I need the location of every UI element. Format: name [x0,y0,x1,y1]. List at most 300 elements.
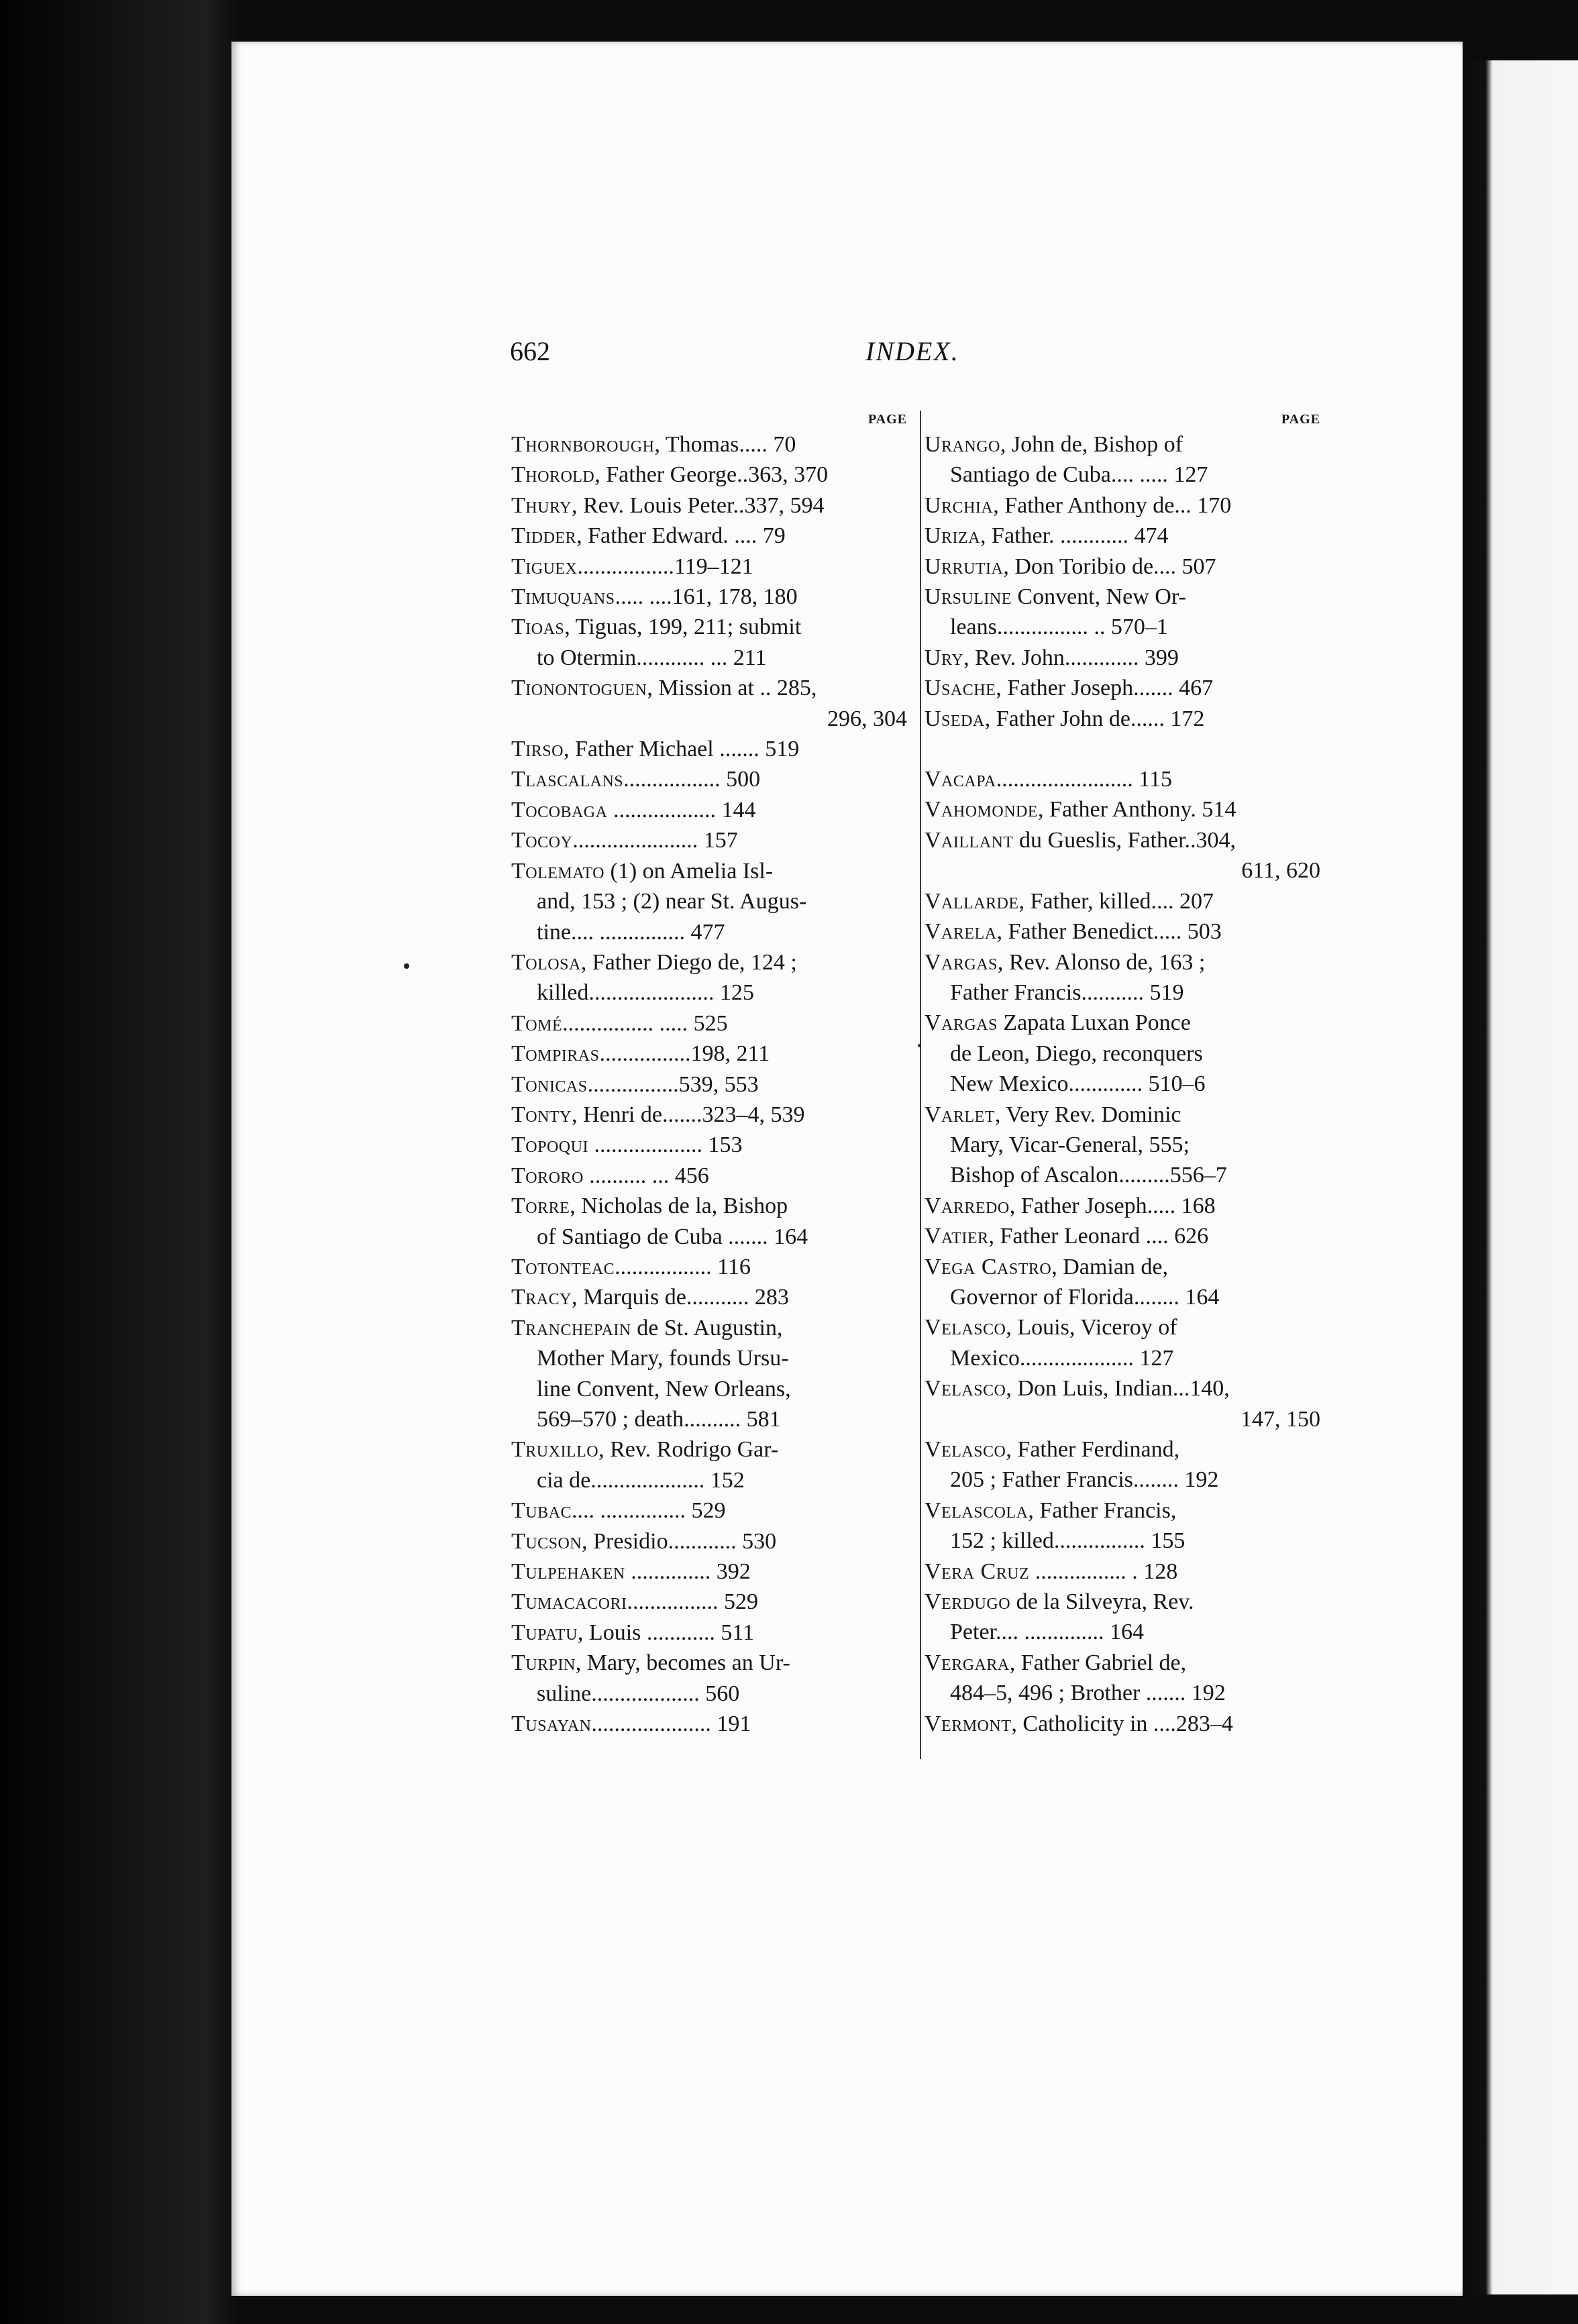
index-entry-line [925,1556,1320,1587]
index-entry-text: , Father John de...... 172 [984,706,1205,731]
index-entry-heading: Tocobaga [511,797,608,823]
index-entry [511,490,907,521]
index-entry-heading: Vargas [925,1010,998,1036]
index-entry-line [511,551,907,582]
index-entry [511,1709,907,1739]
index-entry-continuation [925,1039,1320,1069]
index-entry-line [925,1373,1320,1404]
index-entry-line [511,1618,907,1648]
index-entry-line [925,1252,1320,1282]
index-entry-text: Father Francis........... 519 [950,980,1184,1005]
index-entry-text: 147, 150 [1241,1406,1320,1432]
margin-speck [404,963,409,969]
page-column-label: PAGE [1281,412,1320,427]
index-entry-text: , Presidio............ 530 [582,1528,777,1554]
index-entry-heading: Usache [925,676,996,701]
index-entry-text: 569–570 ; death.......... 581 [537,1407,781,1432]
index-entry-line [925,794,1320,825]
index-entry-line [511,521,907,551]
page-header [510,335,980,376]
index-entry-text: ................... 153 [588,1132,743,1158]
index-entry-line [511,1130,907,1160]
index-entry-line [511,429,907,460]
index-entry-line [925,916,1320,947]
index-entry-line [925,1648,1320,1678]
index-entry-text: , Father Ferdinand, [1006,1437,1180,1462]
index-entry-line [511,1587,907,1617]
index-entry-line [925,1709,1320,1739]
index-entry-line [925,1221,1320,1251]
index-entry-text: , Father Leonard .... 626 [988,1224,1209,1249]
index-entry-text: 296, 304 [827,706,907,731]
index-entry-continuation [925,1404,1320,1434]
index-entry-text: , Marquis de........... 283 [571,1285,789,1310]
index-entry-text: , Damian de, [1051,1254,1168,1279]
index-entry-heading: Tracy [511,1285,572,1310]
index-entry-line [925,1587,1320,1617]
index-entry [925,1221,1320,1251]
index-entry [925,429,1320,490]
index-entry [925,916,1320,947]
index-entry-line [925,551,1320,582]
index-entry-line [511,1039,907,1069]
index-entry-text: de St. Augustin, [631,1315,783,1340]
index-entry-continuation [925,1617,1320,1647]
index-entry-text: , Mission at .. 285, [647,676,817,701]
index-entry [511,825,907,855]
index-entry-line [925,1008,1320,1038]
index-entry-text: de Leon, Diego, reconquers [950,1041,1203,1066]
index-entry-text: leans................ .. 570–1 [950,615,1168,640]
index-entry [511,460,907,490]
index-entry-heading: Vergara [925,1650,1010,1675]
index-entry-text: 152 ; killed................ 155 [950,1528,1186,1554]
index-entry-heading: Velasco [925,1437,1006,1462]
index-entry-text: , Catholicity in ....283–4 [1011,1711,1233,1736]
index-entry-text: , Father Gabriel de, [1009,1650,1187,1675]
index-entry-text: , Father Joseph..... 168 [1009,1193,1216,1218]
index-entry-heading: Urrutia [925,553,1004,579]
index-entry-line [925,825,1320,855]
section-gap [925,734,1320,764]
index-entry-text: Mexico.................... 127 [950,1345,1174,1371]
index-entry-heading: Velascola [925,1497,1029,1523]
index-entry-line [511,582,907,612]
index-entry [925,582,1320,643]
index-entry-heading: Velasco [925,1376,1006,1402]
index-entry-continuation [511,917,907,947]
index-entry-heading: Tororo [511,1163,584,1188]
index-entry [925,490,1320,521]
index-entry [925,704,1320,734]
index-entry-text: Peter.... .............. 164 [950,1620,1144,1645]
index-entry [511,429,907,460]
index-entry [925,794,1320,825]
index-entry-continuation [511,978,907,1008]
index-entry-line [511,1191,907,1221]
index-entry-text: , Don Toribio de.... 507 [1003,553,1216,579]
index-entry-heading: Tionontoguen [511,676,647,701]
index-entry-heading: Tranchepain [511,1315,631,1340]
index-entry-continuation [925,978,1320,1008]
index-entry-text: and, 153 ; (2) near St. Augus- [537,889,807,914]
index-entry [925,1191,1320,1221]
index-entry-text: , Rev. Rodrigo Gar- [598,1437,779,1463]
index-entry-text: , Thomas..... 70 [654,432,796,457]
index-entry-line [925,886,1320,916]
index-entry-text: , Father George..363, 370 [594,462,829,488]
index-entry-text: .................. 144 [607,797,756,823]
index-entry-text: 205 ; Father Francis........ 192 [950,1467,1219,1493]
index-entry-heading: Tidder [511,523,577,549]
index-entry-continuation [925,612,1320,642]
index-entry-heading: Urango [925,432,1000,457]
index-entry [925,764,1320,794]
index-entry-text: .............. 392 [625,1559,751,1585]
index-entry-text: Governor of Florida........ 164 [950,1284,1220,1310]
index-entry-text: 611, 620 [1241,858,1320,884]
index-entry-text: , Father, killed.... 207 [1018,888,1214,914]
index-entry [511,1191,907,1252]
index-entry-line [925,643,1320,673]
index-entry-text: , Tiguas, 199, 211; submit [564,615,802,640]
index-entry [925,551,1320,582]
index-entry-line [925,1434,1320,1465]
index-entry-text: to Otermin............ ... 211 [537,645,767,670]
index-entry-heading: Tonicas [511,1071,588,1097]
index-entry-text: , Henri de.......323–4, 539 [571,1102,805,1127]
index-entry-text: ...................... 157 [572,828,738,853]
index-entry-line [511,1282,907,1312]
index-entry-continuation [925,1526,1320,1556]
index-entry-line [511,673,907,703]
index-entry-heading: Tumacacori [511,1589,627,1615]
index-entry-heading: Vermont [925,1711,1012,1736]
index-entry [511,612,907,673]
index-entry-text: , Father Joseph....... 467 [996,676,1214,701]
index-entry-text: of Santiago de Cuba ....... 164 [537,1224,808,1249]
index-entry-continuation [511,1465,907,1495]
index-entry-line [511,1008,907,1039]
index-entry-heading: Vargas [925,949,998,975]
index-entry-line [511,1526,907,1556]
index-entry [925,825,1320,886]
index-entry-continuation [925,1343,1320,1373]
index-entry-text: , Rev. John............. 399 [963,645,1179,670]
index-entry-line [511,460,907,490]
index-entry [925,521,1320,551]
index-entry-continuation [925,1130,1320,1160]
index-entry-text: Zapata Luxan Ponce [997,1010,1191,1036]
index-entry-heading: Vera Cruz [925,1559,1030,1584]
index-entry-line [511,764,907,794]
index-entry-text: , Rev. Alonso de, 163 ; [997,949,1206,975]
index-entry-line [925,521,1320,551]
index-entry-line [511,795,907,825]
index-entry-text: .................119–121 [577,553,753,579]
index-entry-line [511,1556,907,1587]
index-entry-text: Convent, New Or- [1011,584,1186,610]
index-entry-text: , Mary, becomes an Ur- [575,1650,790,1676]
index-entry [511,1618,907,1648]
index-entry-text: , Father Michael ....... 519 [563,737,800,762]
index-entry-text: New Mexico............. 510–6 [950,1071,1206,1097]
column-divider [920,411,921,1759]
index-entry [511,1434,907,1495]
index-entry-text: ................ . 128 [1029,1559,1178,1584]
index-entry [925,1709,1320,1739]
index-entry [511,1161,907,1191]
index-entry [925,1252,1320,1313]
index-entry [511,1100,907,1130]
index-entry-continuation [925,1160,1320,1190]
index-entry-text: , Father Edward. .... 79 [576,523,786,549]
index-entry-text: ................ 529 [627,1589,758,1615]
index-entry [511,1495,907,1526]
index-entry-line [925,764,1320,794]
index-entry-text: , Don Luis, Indian...140, [1006,1376,1230,1402]
index-entry-line [511,1069,907,1100]
index-entry [511,795,907,825]
index-entry [511,856,907,947]
index-entry-continuation [925,1678,1320,1708]
index-entry-heading: Uriza [925,523,981,549]
facing-page-edge [1463,60,1578,2294]
index-entry-text: Mary, Vicar-General, 555; [950,1132,1190,1157]
index-entry-text: , John de, Bishop of [1000,432,1183,457]
index-entry-line [925,490,1320,521]
index-entry-line [511,1434,907,1465]
index-entry-text: ................539, 553 [587,1071,759,1097]
index-entry [925,1587,1320,1648]
index-entry-continuation [511,1343,907,1373]
index-entry-heading: Thury [511,492,572,518]
index-entry-continuation [511,1222,907,1252]
index-entry-text: , Father Diego de, 124 ; [580,949,797,975]
index-entry-continuation [925,460,1320,490]
index-entry-text: .......... ... 456 [583,1163,709,1188]
index-entry [511,947,907,1008]
index-entry-heading: Thorold [511,462,595,488]
index-entry-line [925,1100,1320,1130]
index-entry-text: ..................... 191 [591,1711,751,1737]
index-entry-line [511,1100,907,1130]
index-entry-heading: Thornborough [511,432,655,457]
index-entry-text: tine.... ............... 477 [537,919,725,945]
index-entry-line [511,825,907,855]
index-entry-text: , Rev. Louis Peter..337, 594 [571,492,825,518]
index-entry-heading: Tocoy [511,828,573,853]
book-spine-shadow [0,0,242,2324]
index-entry-text: , Father Benedict..... 503 [996,919,1222,945]
index-entry [511,673,907,734]
index-entry-text: , Father Francis, [1028,1497,1177,1523]
index-entry [925,1495,1320,1556]
index-entry-text: , Louis, Viceroy of [1006,1315,1177,1340]
index-entry-heading: Tucson [511,1528,582,1554]
index-entry-text: ..... ....161, 178, 180 [615,584,798,610]
index-entry-heading: Tusayan [511,1711,592,1737]
index-entry-heading: Varlet [925,1102,995,1127]
index-entry-line [511,1313,907,1343]
index-entry-line [511,947,907,978]
index-entry-text: line Convent, New Orleans, [537,1376,791,1402]
index-entry [511,1069,907,1100]
index-entry-heading: Vaillant [925,827,1014,853]
index-entry [925,1648,1320,1709]
index-entry-heading: Useda [925,706,985,731]
index-column-right [925,409,1320,1739]
index-entry-heading: Vega Castro [925,1254,1052,1279]
index-entry-line [925,429,1320,460]
index-entry-text: ................. 116 [615,1254,751,1279]
index-entry-line [511,1648,907,1678]
index-entry [925,947,1320,1008]
index-entry-line [925,582,1320,612]
index-entry [511,1313,907,1435]
index-entry [511,1252,907,1282]
index-entry-heading: Vacapa [925,767,996,792]
index-entry-text: suline................... 560 [537,1681,740,1706]
index-entry-line [925,1191,1320,1221]
index-entry-heading: Tolosa [511,949,581,975]
index-entry-heading: Ursuline [925,584,1012,610]
index-entry [925,1434,1320,1495]
index-entry-line [511,1495,907,1526]
index-entry [511,1008,907,1039]
index-entry-text: , Father Anthony. 514 [1038,797,1237,823]
index-entry-heading: Totonteac [511,1254,615,1279]
index-entry [511,582,907,612]
index-entry-text: ........................ 115 [996,767,1172,792]
index-entry-text: , Father. ............ 474 [980,523,1169,549]
index-entry-line [925,1312,1320,1342]
index-entry-text: Santiago de Cuba.... ..... 127 [950,462,1208,488]
index-entry-heading: Tompiras [511,1041,600,1067]
index-entry-heading: Velasco [925,1315,1006,1340]
index-entry-text: de la Silveyra, Rev. [1010,1589,1194,1615]
index-entry-text: , Very Rev. Dominic [994,1102,1181,1127]
index-entry [511,1130,907,1160]
index-entry-text: (1) on Amelia Isl- [604,858,774,884]
index-entry-line [925,947,1320,978]
index-entry-heading: Tlascalans [511,767,624,792]
index-entry-continuation [925,1282,1320,1312]
index-entry [511,521,907,551]
page-number: 662 [510,336,550,366]
index-entry [925,1312,1320,1373]
index-entry [511,1039,907,1069]
index-entry-heading: Tolemato [511,858,604,884]
index-entry-line [511,1709,907,1739]
index-entry-text: .... ............... 529 [571,1498,726,1524]
running-title: INDEX. [865,336,959,366]
index-entry [925,673,1320,703]
index-entry-text: cia de.................... 152 [537,1467,745,1493]
index-entry-heading: Torre [511,1194,570,1219]
index-entry [511,1282,907,1312]
index-entry [511,1587,907,1617]
index-entry-heading: Tulpehaken [511,1559,625,1585]
index-entry-heading: Timuquans [511,584,615,610]
index-entry-continuation [511,1404,907,1434]
index-entry-heading: Tupatu [511,1620,578,1645]
index-entry-line [925,1495,1320,1526]
index-entry-heading: Truxillo [511,1437,599,1463]
index-entry [925,1373,1320,1434]
margin-tick [918,1044,921,1047]
index-entry [511,1526,907,1556]
index-entry-text: Bishop of Ascalon.........556–7 [950,1163,1227,1188]
index-entry-text: 484–5, 496 ; Brother ....... 192 [950,1681,1226,1706]
index-entry-heading: Tomé [511,1010,563,1036]
index-entry-line [511,490,907,521]
index-entry-text: , Louis ............ 511 [577,1620,755,1645]
index-entry [925,886,1320,916]
index-entry [511,1556,907,1587]
index-entry-heading: Topoqui [511,1132,588,1158]
index-entry-line [511,612,907,642]
page-column-label: PAGE [867,412,907,427]
index-entry-continuation [511,704,907,734]
index-entry-line [925,704,1320,734]
index-entry-heading: Vallarde [925,888,1019,914]
index-entry-continuation [511,643,907,673]
index-entry-heading: Urchia [925,492,994,518]
index-entry-heading: Tioas [511,615,565,640]
index-entry-heading: Vahomonde [925,797,1039,823]
index-entry-heading: Varela [925,919,997,945]
index-entry [511,551,907,582]
index-entry-heading: Tiguex [511,553,578,579]
index-entry-heading: Vatier [925,1224,989,1249]
index-entry-text: , Nicholas de la, Bishop [570,1194,788,1219]
index-entry-heading: Tonty [511,1102,572,1127]
index-entry-text: ................. 500 [623,767,761,792]
index-entry-line [511,1252,907,1282]
index-entry-continuation [925,1465,1320,1495]
index-entry-heading: Verdugo [925,1589,1011,1615]
index-entry [925,1100,1320,1191]
index-entry-line [511,1161,907,1191]
index-entry-heading: Ury [925,645,964,670]
index-entry [925,1556,1320,1587]
index-entry-text: ................198, 211 [599,1041,770,1067]
index-entry-continuation [511,1374,907,1404]
index-entry-heading: Tirso [511,737,564,762]
index-entry [925,1008,1320,1099]
index-entry-continuation [511,886,907,916]
index-entry-continuation [925,1069,1320,1099]
index-entry [511,764,907,794]
index-entry-heading: Turpin [511,1650,576,1676]
index-entry-continuation [925,855,1320,886]
index-entry-continuation [511,1679,907,1709]
index-entry-text: Mother Mary, founds Ursu- [537,1346,789,1371]
index-entry-line [511,734,907,764]
index-entry [925,643,1320,673]
index-entry-line [511,856,907,886]
index-entry-text: killed...................... 125 [537,980,754,1006]
index-column-left [511,409,907,1739]
index-entry-text: ................ ..... 525 [562,1010,728,1036]
index-entry-heading: Varredo [925,1193,1010,1218]
index-entry-text: , Father Anthony de... 170 [993,492,1232,518]
index-entry [511,1648,907,1709]
index-entry-text: du Gueslis, Father..304, [1013,827,1237,853]
index-entry-heading: Tubac [511,1498,572,1524]
index-entry-line [925,673,1320,703]
